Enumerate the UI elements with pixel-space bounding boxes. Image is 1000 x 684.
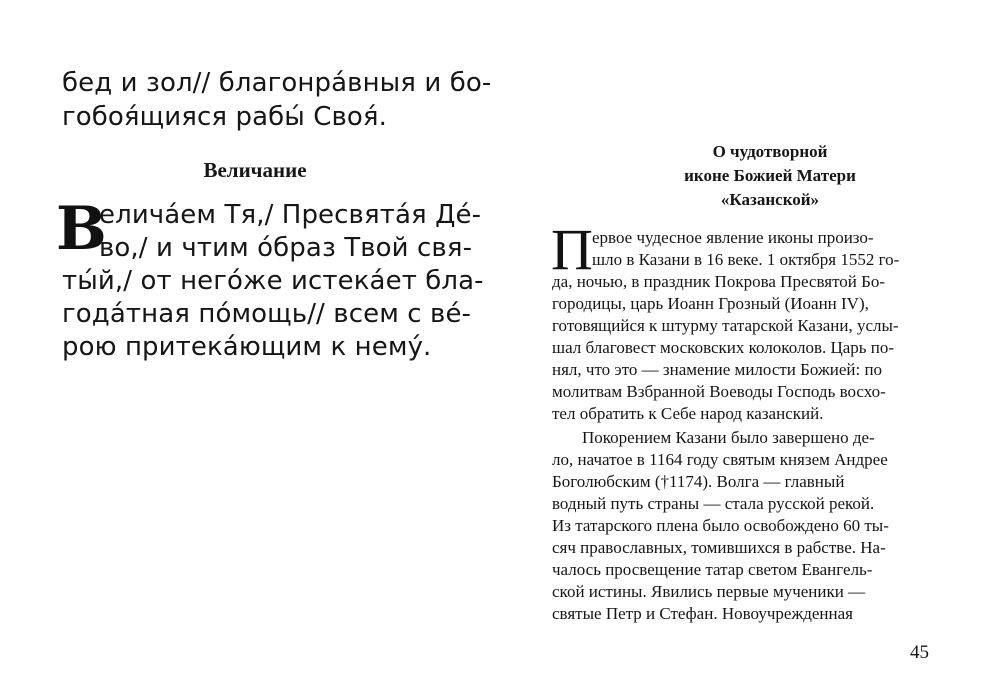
paragraph-line: нял, что это — знамение милости Божией: по	[552, 360, 883, 379]
article-dropcap: П	[551, 217, 593, 282]
article-heading	[620, 140, 920, 212]
magnification-line: годáтная пóмощь// всем с вé-	[62, 299, 472, 329]
paragraph-line: молитвам Взбранной Воеводы Господь восхо-	[552, 382, 886, 401]
article-heading-line: О чудотворной	[712, 142, 828, 161]
continuation-line: гобоя́щияся рабы́ Своя́.	[62, 102, 388, 132]
magnification-line: еличáем Тя,/ Пресвятáя Дé-	[99, 200, 482, 230]
magnification-line: ты́й,/ от негóже истекáет бла-	[62, 266, 484, 296]
paragraph-line: святые Петр и Стефан. Новоучрежденная	[552, 604, 853, 623]
paragraph-line: городицы, царь Иоанн Грозный (Иоанн IV),	[552, 294, 869, 313]
paragraph-line: ервое чудесное явление иконы произо-	[592, 228, 874, 247]
paragraph-line: Покорением Казани было завершено де-	[582, 428, 875, 447]
paragraph-line: шло в Казани в 16 веке. 1 октября 1552 го-	[592, 250, 900, 269]
paragraph-line: ло, начатое в 1164 году святым князем Андрее	[552, 450, 888, 469]
paragraph-line: да, ночью, в праздник Покрова Пресвятой Бо-	[552, 272, 886, 291]
paragraph-line: сяч православных, томившихся в рабстве. На-	[552, 538, 886, 557]
continuation-line: бед и зол// благонрáвныя и бо-	[62, 68, 492, 98]
paragraph-line: Боголюбским (†1174). Волга — главный	[552, 472, 845, 491]
paragraph-line: готовящийся к штурму татарской Казани, услы-	[552, 316, 899, 335]
paragraph-line: водный путь страны — стала русской рекой.	[552, 494, 875, 513]
magnification-line: рою притекáющим к нему́.	[62, 332, 432, 362]
dropcap-letter: В	[56, 194, 107, 264]
article-heading-line: «Казанской»	[720, 190, 820, 209]
paragraph-line: чалось просвещение татар светом Евангель-	[552, 560, 873, 579]
paragraph-line: тел обратить к Себе народ казанский.	[552, 404, 824, 423]
page-number: 45	[910, 642, 929, 663]
magnification-heading: Величание	[203, 158, 307, 182]
magnification-line: во,/ и чтим óбраз Твой свя-	[99, 233, 473, 263]
paragraph-line: Из татарского плена было освобождено 60 ты-	[552, 516, 889, 535]
right-page	[500, 0, 1000, 684]
paragraph-line: ской истины. Явились первые мученики —	[552, 582, 866, 601]
paragraph-line: шал благовест московских колоколов. Царь по-	[552, 338, 895, 357]
article-heading-line: иконе Божией Матери	[684, 166, 856, 185]
